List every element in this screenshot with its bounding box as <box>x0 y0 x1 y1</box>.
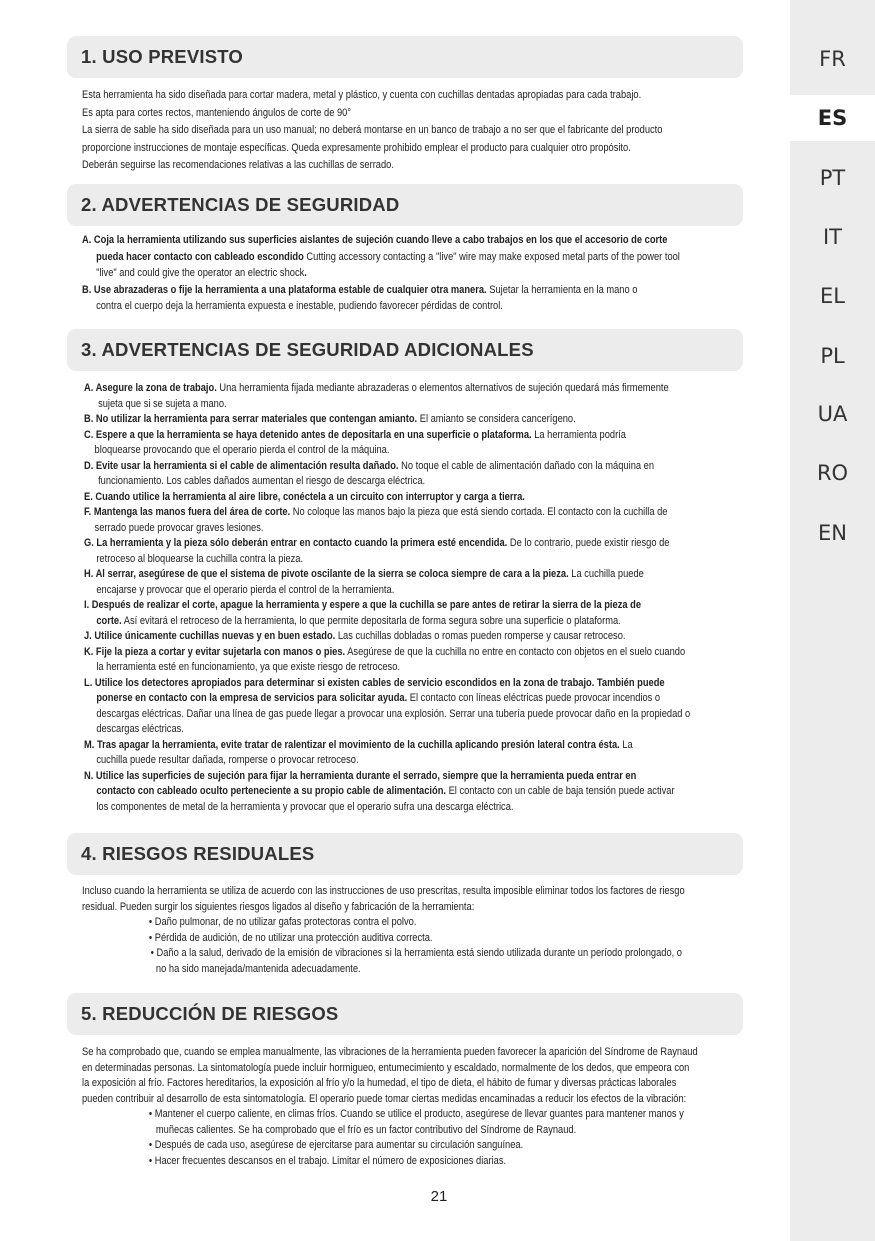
bullet-item: • Mantener el cuerpo caliente, en climas fríos. Cuando se utilice el producto, asegúrese de llevar guantes para mantener manos y <box>148 1108 684 1120</box>
bullet-item-cont: muñecas calientes. Se ha comprobado que el frío es un factor contributivo del Síndrome de Raynaud. <box>155 1123 577 1136</box>
item-j-text: Las cuchillas dobladas o romas pueden romperse y causar retroceso. <box>335 630 626 642</box>
item-g-heading: G. La herramienta y la pieza sólo deberán entrar en contacto cuando la primera esté encendida. <box>84 537 508 549</box>
section-5-title: 5. REDUCCIÓN DE RIESGOS <box>81 1003 339 1024</box>
section-3-title: 3. ADVERTENCIAS DE SEGURIDAD ADICIONALES <box>81 339 534 360</box>
item-n-heading-cont: contacto con cableado oculto perteneciente a su propio cable de alimentación. <box>96 785 446 797</box>
item-l-heading-cont: ponerse en contacto con la empresa de servicios para solicitar ayuda. <box>96 692 408 704</box>
item-n-text: El contacto con un cable de baja tensión puede activar <box>445 785 675 797</box>
language-sidebar <box>790 0 875 1241</box>
section-2-title: 2. ADVERTENCIAS DE SEGURIDAD <box>81 194 400 215</box>
item-k-text: Asegúrese de que la cuchilla no entre en contacto con objetos en el suelo cuando <box>345 645 686 658</box>
lang-en[interactable]: EN <box>818 521 847 545</box>
item-f-text-cont: serrado puede provocar graves lesiones. <box>94 521 264 534</box>
lang-pt[interactable]: PT <box>819 166 846 190</box>
section-1-title: 1. USO PREVISTO <box>81 46 244 67</box>
item-k-heading: K. Fije la pieza a cortar y evitar sujetarla con manos o pies. <box>84 645 346 658</box>
warning-b-text: Sujetar la herramienta en la mano o <box>486 283 638 296</box>
item-a-heading: A. Asegure la zona de trabajo. <box>84 382 217 394</box>
paragraph-line: pueden contribuir al desarrollo de esta sintomatología. El operario puede tomar ciertas medidas encaminadas a reducir los efectos de la vibración: <box>82 1092 687 1105</box>
section-3-body <box>84 381 773 815</box>
item-b-heading: B. No utilizar la herramienta para serrar materiales que contengan amianto. <box>84 413 418 425</box>
item-c-text: La herramienta podría <box>531 428 626 441</box>
item-l-heading: L. Utilice los detectores apropiados para determinar si existen cables de servicio escondidos en la zona de trabajo. También puede <box>84 676 665 689</box>
item-l-text: El contacto con líneas eléctricas puede provocar incendios o <box>407 692 661 704</box>
item-k-text-cont: la herramienta esté en funcionamiento, ya que existe riesgo de retroceso. <box>96 661 401 673</box>
item-c-text-cont: bloquearse provocando que el operario pierda el control de la máquina. <box>94 444 390 456</box>
paragraph-line: en determinadas personas. La sintomatología puede incluir hormigueo, entumecimiento y escaldado, normalmente de los dedos, que empeora con <box>82 1061 690 1074</box>
section-1-header <box>67 36 743 78</box>
item-h-text: La cuchilla puede <box>568 568 644 580</box>
section-5-body <box>82 1045 782 1169</box>
item-f-text: No coloque las manos bajo la pieza que está siendo cortada. El contacto con la cuchilla de <box>290 506 668 518</box>
bullet-item: • Hacer frecuentes descansos en el trabajo. Limitar el número de exposiciones diarias. <box>148 1154 507 1167</box>
paragraph-line: La sierra de sable ha sido diseñada para un uso manual; no deberá montarse en un banco de trabajo a no ser que el fabricante del producto <box>82 124 663 136</box>
paragraph-line: Esta herramienta ha sido diseñada para cortar madera, metal y plástico, y cuenta con cuchillas dentadas apropiadas para cada trabajo. <box>82 89 642 101</box>
item-i-text: Así evitará el retroceso de la herramienta, lo que permite depositarla de forma segura sobre una superficie o plataforma. <box>121 614 621 627</box>
item-n-text-end: los componentes de metal de la herramienta y provocar que el operario sufra una descarga eléctrica. <box>96 800 514 813</box>
paragraph-line: Incluso cuando la herramienta se utiliza de acuerdo con las instrucciones de uso prescritas, resulta imposible eliminar todos los factores de riesgo <box>82 885 685 897</box>
section-4-body <box>82 884 767 977</box>
paragraph-line: proporcione instrucciones de montaje específicas. Queda expresamente prohibido emplear el producto para cualquier otro propósito. <box>82 141 631 154</box>
lang-it[interactable]: IT <box>822 225 843 249</box>
item-i-heading: I. Después de realizar el corte, apague la herramienta y espere a que la cuchilla se pare antes de retirar la sierra de la pieza de <box>84 599 642 611</box>
lang-es[interactable]: ES <box>817 106 848 130</box>
warning-b-text-cont: contra el cuerpo deja la herramienta expuesta e inestable, pudiendo favorecer pérdidas de control. <box>96 300 503 312</box>
bullet-item: • Daño a la salud, derivado de la emisión de vibraciones si la herramienta está siendo utilizada durante un período prolongado, o <box>150 947 683 959</box>
item-d-text-cont: funcionamiento. Los cables dañados aumentan el riesgo de descarga eléctrica. <box>98 475 426 487</box>
item-j-heading: J. Utilice únicamente cuchillas nuevas y en buen estado. <box>84 630 336 642</box>
section-2-body <box>82 233 761 315</box>
item-g-text: De lo contrario, puede existir riesgo de <box>507 537 670 549</box>
lang-ro[interactable]: RO <box>816 461 849 485</box>
section-4-header <box>67 833 743 875</box>
item-a-text-cont: sujeta que si se sujeta a mano. <box>98 397 227 410</box>
paragraph-line: Deberán seguirse las recomendaciones relativas a las cuchillas de serrado. <box>82 159 394 171</box>
item-m-text: La <box>619 738 633 751</box>
warning-a-text: Cutting accessory contacting a "live" wire may make exposed metal parts of the power tool <box>303 250 680 263</box>
lang-pl[interactable]: PL <box>820 344 845 368</box>
paragraph-line: Es apta para cortes rectos, manteniendo ángulos de corte de 90° <box>82 106 352 119</box>
warning-a-period: . <box>304 267 307 279</box>
item-b-text: El amianto se considera cancerígeno. <box>417 413 576 425</box>
item-e-heading: E. Cuando utilice la herramienta al aire libre, conéctela a un circuito con interruptor y carga a tierra. <box>84 490 525 503</box>
warning-b-heading: B. Use abrazaderas o fije la herramienta a una plataforma estable de cualquier otra manera. <box>82 283 487 296</box>
lang-fr[interactable]: FR <box>819 47 846 71</box>
section-4-title: 4. RIESGOS RESIDUALES <box>81 843 315 864</box>
section-5-header <box>67 993 743 1035</box>
item-d-text: No toque el cable de alimentación dañado con la máquina en <box>398 459 655 472</box>
item-h-heading: H. Al serrar, asegúrese de que el sistema de pivote oscilante de la sierra se coloca siempre de cara a la pieza. <box>84 568 569 580</box>
item-i-heading-cont: corte. <box>96 614 122 627</box>
item-a-text: Una herramienta fijada mediante abrazaderas o elementos alternativos de sujeción quedará más firmemente <box>216 382 669 394</box>
page-number: 21 <box>430 1188 448 1205</box>
bullet-item: • Daño pulmonar, de no utilizar gafas protectoras contra el polvo. <box>148 916 417 928</box>
bullet-item-cont: no ha sido manejada/mantenida adecuadamente. <box>155 962 361 975</box>
item-d-heading: D. Evite usar la herramienta si el cable de alimentación resulta dañado. <box>84 459 399 472</box>
warning-a-text-cont: "live" and could give the operator an electric shock <box>96 267 305 279</box>
warning-a-heading-cont: pueda hacer contacto con cableado escondido <box>96 250 304 263</box>
paragraph-line: residual. Pueden surgir los siguientes riesgos ligados al diseño y fabricación de la herramienta: <box>82 900 475 913</box>
section-1-body <box>82 88 742 174</box>
item-n-heading: N. Utilice las superficies de sujeción para fijar la herramienta durante el serrado, siempre que la herramienta pueda entrar en <box>84 769 637 782</box>
lang-el[interactable]: EL <box>820 284 845 308</box>
item-l-text-cont: descargas eléctricas. Dañar una línea de gas puede llegar a provocar una explosión. Serrar una tubería puede provocar daño en la propiedad o <box>96 707 691 720</box>
item-m-heading: M. Tras apagar la herramienta, evite tratar de ralentizar el movimiento de la cuchilla aplicando presión lateral contra ésta. <box>84 738 620 751</box>
item-g-text-cont: retroceso al bloquearse la cuchilla contra la pieza. <box>96 552 304 565</box>
item-c-heading: C. Espere a que la herramienta se haya detenido antes de depositarla en una superficie o plataforma. <box>84 428 532 441</box>
bullet-item: • Pérdida de audición, de no utilizar una protección auditiva correcta. <box>148 931 433 944</box>
item-h-text-cont: encajarse y provocar que el operario pierda el control de la herramienta. <box>96 583 395 596</box>
item-f-heading: F. Mantenga las manos fuera del área de corte. <box>84 506 291 518</box>
lang-ua[interactable]: UA <box>817 402 848 426</box>
item-m-text-cont: cuchilla puede resultar dañada, romperse o provocar retroceso. <box>96 754 359 766</box>
item-l-text-end: descargas eléctricas. <box>96 723 184 735</box>
paragraph-line: la exposición al frío. Factores hereditarios, la exposición al frío y/o la humedad, el tipo de dieta, el hábito de fumar y diversas prácticas laborales <box>82 1077 677 1089</box>
warning-a-heading: A. Coja la herramienta utilizando sus superficies aislantes de sujeción cuando lleve a cabo trabajos en los que el accesorio de corte <box>82 234 668 246</box>
section-2-header <box>67 184 743 226</box>
bullet-item: • Después de cada uso, asegúrese de ejercitarse para aumentar su circulación sanguínea. <box>148 1139 524 1151</box>
paragraph-line: Se ha comprobado que, cuando se emplea manualmente, las vibraciones de la herramienta pueden favorecer la aparición del Síndrome de Raynaud <box>82 1046 698 1058</box>
section-3-header <box>67 329 743 371</box>
